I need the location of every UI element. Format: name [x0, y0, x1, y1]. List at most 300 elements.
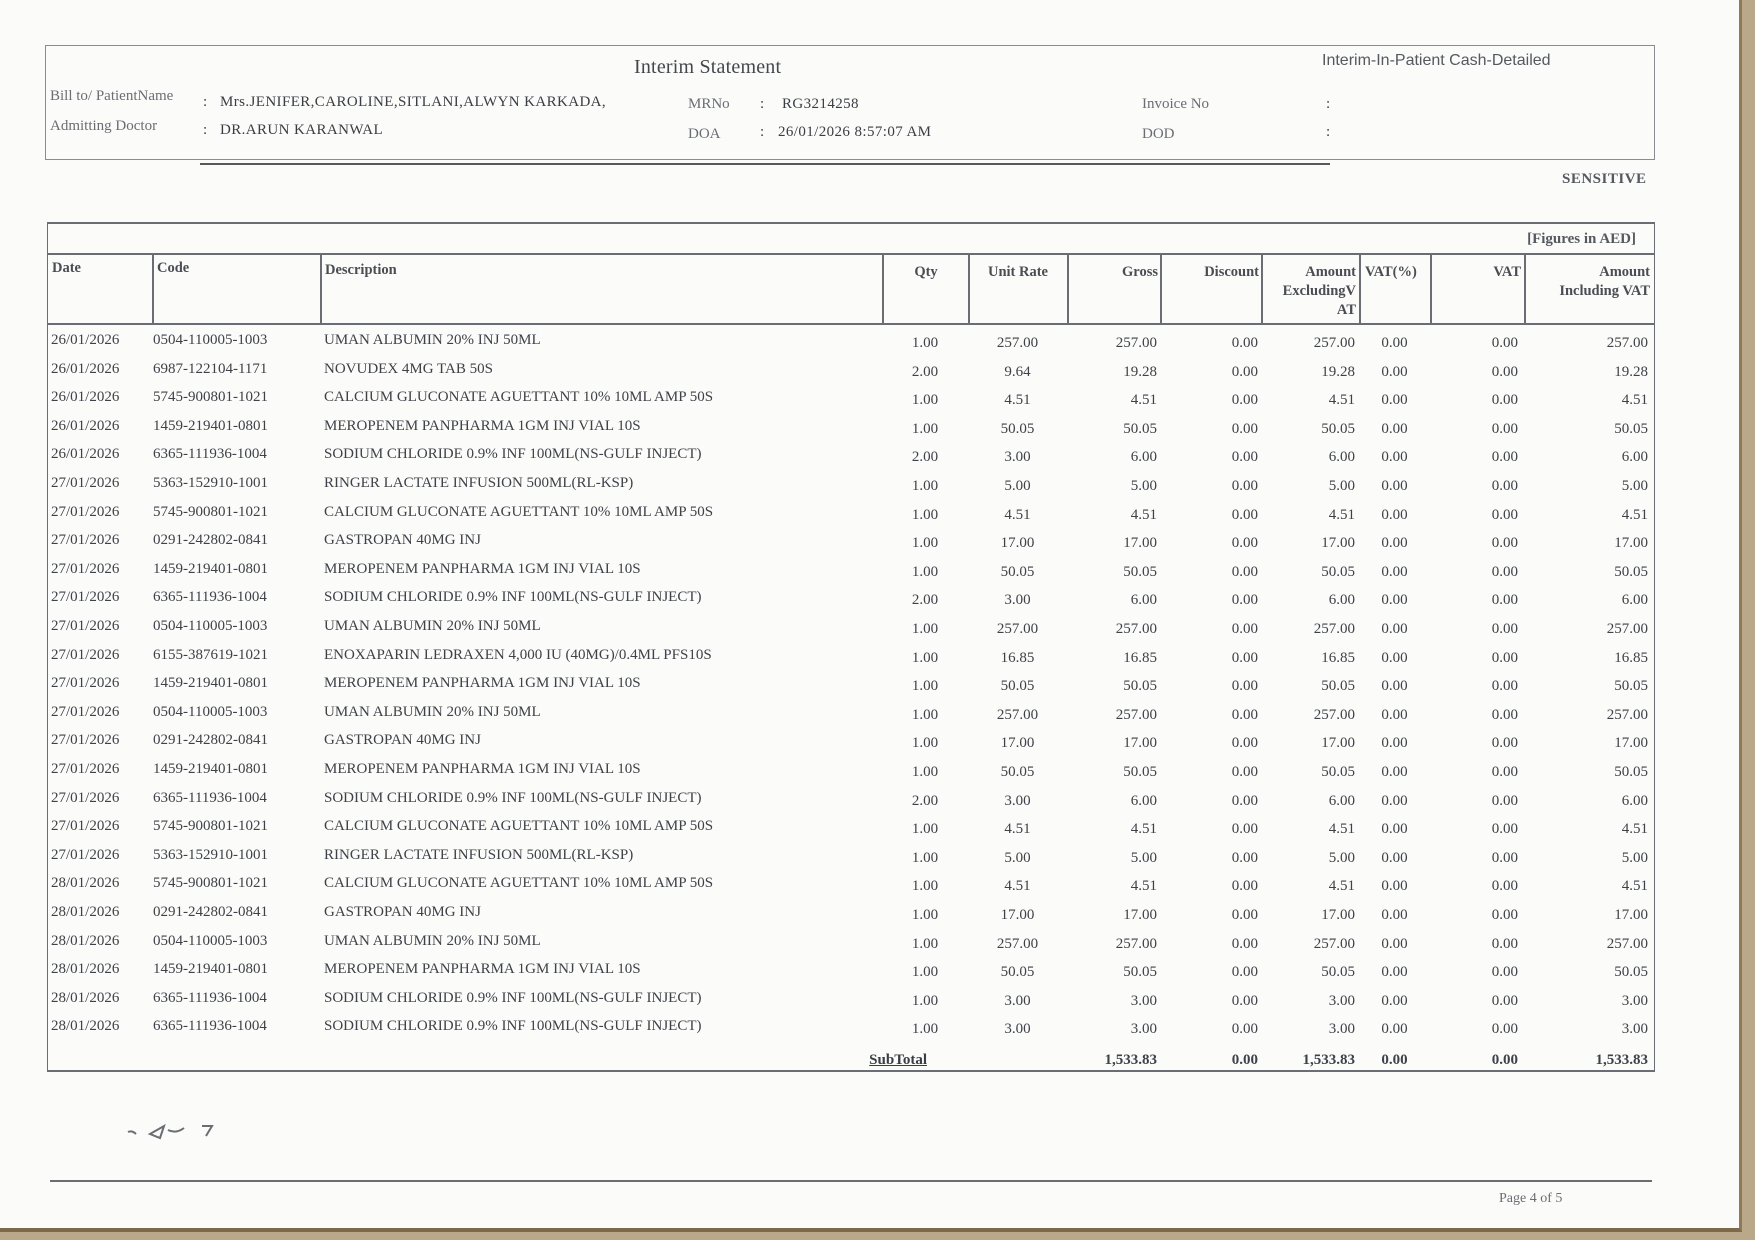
cell-code: 5745-900801-1021 — [153, 875, 268, 892]
cell-amount-excl: 257.00 — [1313, 935, 1355, 952]
cell-gross: 6.00 — [1130, 792, 1157, 809]
cell-discount: 0.00 — [1231, 935, 1258, 952]
admitting-doctor-colon: : — [203, 122, 208, 138]
cell-date: 28/01/2026 — [51, 1018, 120, 1035]
cell-amount-excl: 16.85 — [1321, 649, 1355, 666]
cell-qty: 1.00 — [911, 649, 939, 666]
table-row — [47, 702, 1655, 731]
cell-description: CALCIUM GLUCONATE AGUETTANT 10% 10ML AMP 50S — [324, 389, 714, 406]
cell-gross: 17.00 — [1123, 735, 1157, 752]
cell-gross: 6.00 — [1130, 449, 1157, 466]
cell-vat-pct: 0.00 — [1381, 878, 1408, 895]
cell-discount: 0.00 — [1231, 764, 1258, 780]
cell-unit-rate: 16.85 — [1000, 649, 1035, 666]
cell-description: SODIUM CHLORIDE 0.9% INF 100ML(NS-GULF INJECT) — [324, 446, 702, 463]
cell-qty: 2.00 — [911, 792, 939, 809]
subtotal-amount-incl: 1,533.83 — [1595, 1052, 1648, 1068]
cell-amount-incl: 4.51 — [1621, 821, 1648, 838]
page-number: Page 4 of 5 — [1499, 1191, 1563, 1206]
cell-vat: 0.00 — [1491, 392, 1518, 409]
cell-discount: 0.00 — [1231, 992, 1258, 1009]
cell-gross: 6.00 — [1130, 592, 1157, 609]
cell-discount: 0.00 — [1231, 907, 1258, 923]
cell-amount-incl: 16.85 — [1614, 649, 1648, 666]
cell-description: ENOXAPARIN LEDRAXEN 4,000 IU (40MG)/0.4ML PFS10S — [324, 646, 712, 663]
cell-date: 27/01/2026 — [51, 532, 120, 549]
cell-code: 0291-242802-0841 — [153, 532, 268, 549]
cell-gross: 5.00 — [1130, 478, 1157, 494]
table-row — [47, 530, 1655, 559]
cell-gross: 17.00 — [1123, 535, 1157, 552]
cell-description: UMAN ALBUMIN 20% INJ 50ML — [324, 618, 541, 634]
cell-qty: 1.00 — [911, 392, 939, 409]
cell-amount-excl: 6.00 — [1328, 792, 1355, 809]
cell-amount-incl: 19.28 — [1614, 363, 1648, 380]
cell-code: 5745-900801-1021 — [153, 389, 268, 406]
cell-gross: 4.51 — [1130, 392, 1157, 409]
cell-gross: 50.05 — [1123, 764, 1157, 780]
cell-qty: 1.00 — [911, 678, 939, 695]
cell-code: 0504-110005-1003 — [153, 932, 268, 949]
cell-amount-excl: 17.00 — [1321, 535, 1355, 552]
cell-vat: 0.00 — [1491, 907, 1518, 923]
table-row — [47, 845, 1655, 874]
cell-description: GASTROPAN 40MG INJ — [324, 732, 481, 749]
cell-vat-pct: 0.00 — [1381, 478, 1408, 494]
cell-amount-excl: 257.00 — [1313, 621, 1355, 637]
cell-unit-rate: 3.00 — [1004, 449, 1031, 466]
cell-code: 6365-111936-1004 — [153, 989, 267, 1006]
col-header-amount-excl-line3: AT — [1336, 302, 1356, 318]
cell-vat: 0.00 — [1491, 992, 1518, 1009]
cell-code: 6365-111936-1004 — [153, 789, 267, 806]
cell-amount-incl: 257.00 — [1606, 935, 1648, 952]
cell-amount-excl: 50.05 — [1321, 563, 1355, 580]
cell-qty: 2.00 — [911, 363, 939, 380]
cell-gross: 50.05 — [1123, 420, 1157, 437]
cell-vat: 0.00 — [1491, 821, 1518, 838]
cell-amount-excl: 6.00 — [1328, 449, 1355, 466]
cell-code: 1459-219401-0801 — [153, 417, 268, 434]
cell-unit-rate: 257.00 — [996, 706, 1039, 723]
cell-amount-excl: 3.00 — [1328, 992, 1355, 1009]
cell-amount-incl: 5.00 — [1621, 849, 1648, 866]
cell-code: 6365-111936-1004 — [153, 1018, 267, 1035]
cell-description: SODIUM CHLORIDE 0.9% INF 100ML(NS-GULF INJECT) — [324, 989, 702, 1006]
patient-name-label: Bill to/ PatientName — [50, 88, 174, 104]
cell-vat-pct: 0.00 — [1381, 335, 1408, 351]
col-header-amount-excl-line2: ExcludingV — [1282, 283, 1356, 299]
cell-vat-pct: 0.00 — [1381, 907, 1408, 923]
table-row — [47, 444, 1655, 473]
cell-discount: 0.00 — [1231, 1021, 1258, 1038]
table-row — [47, 473, 1655, 502]
cell-vat: 0.00 — [1491, 1021, 1518, 1038]
cell-vat: 0.00 — [1491, 764, 1518, 780]
cell-date: 27/01/2026 — [51, 703, 120, 720]
mrn-colon: : — [760, 96, 765, 112]
cell-unit-rate: 50.05 — [1000, 764, 1035, 780]
cell-amount-excl: 3.00 — [1328, 1021, 1355, 1038]
cell-date: 27/01/2026 — [51, 732, 120, 749]
cell-qty: 1.00 — [911, 935, 939, 952]
cell-qty: 1.00 — [911, 821, 939, 838]
cell-vat: 0.00 — [1491, 478, 1518, 494]
cell-amount-incl: 257.00 — [1606, 335, 1648, 351]
cell-description: RINGER LACTATE INFUSION 500ML(RL-KSP) — [324, 475, 634, 491]
doa-colon: : — [760, 124, 765, 140]
cell-qty: 1.00 — [911, 420, 939, 437]
col-divider — [152, 253, 154, 325]
col-header-amount-excl-line1: Amount — [1305, 264, 1356, 280]
header-divider — [200, 163, 1330, 165]
cell-amount-incl: 50.05 — [1614, 678, 1648, 695]
cell-date: 28/01/2026 — [51, 932, 120, 949]
cell-amount-incl: 17.00 — [1614, 907, 1648, 923]
sensitivity-label: SENSITIVE — [1562, 171, 1647, 187]
cell-gross: 17.00 — [1123, 907, 1157, 923]
invoice-no-colon: : — [1326, 96, 1331, 112]
cell-date: 27/01/2026 — [51, 503, 120, 520]
cell-discount: 0.00 — [1231, 420, 1258, 437]
cell-unit-rate: 4.51 — [1004, 821, 1031, 838]
cell-vat-pct: 0.00 — [1381, 678, 1408, 695]
cell-amount-incl: 4.51 — [1621, 878, 1648, 895]
cell-date: 28/01/2026 — [51, 904, 120, 920]
cell-qty: 2.00 — [911, 449, 939, 466]
table-row — [47, 416, 1655, 445]
cell-date: 28/01/2026 — [51, 875, 120, 892]
cell-qty: 1.00 — [911, 878, 939, 895]
doa-value: 26/01/2026 8:57:07 AM — [778, 124, 932, 140]
cell-amount-incl: 17.00 — [1614, 735, 1648, 752]
cell-date: 27/01/2026 — [51, 761, 120, 777]
col-header-amount-incl-line1: Amount — [1599, 264, 1650, 280]
cell-qty: 1.00 — [911, 849, 939, 866]
cell-gross: 50.05 — [1123, 678, 1157, 695]
cell-discount: 0.00 — [1231, 735, 1258, 752]
col-header-unit-rate: Unit Rate — [987, 264, 1048, 280]
cell-vat-pct: 0.00 — [1381, 964, 1408, 981]
cell-vat: 0.00 — [1491, 363, 1518, 380]
cell-date: 27/01/2026 — [51, 818, 120, 835]
cell-amount-incl: 50.05 — [1614, 764, 1648, 780]
cell-discount: 0.00 — [1231, 563, 1258, 580]
cell-vat: 0.00 — [1491, 535, 1518, 552]
cell-code: 5745-900801-1021 — [153, 818, 268, 835]
cell-description: UMAN ALBUMIN 20% INJ 50ML — [324, 703, 541, 720]
cell-qty: 1.00 — [911, 535, 939, 552]
patient-name-value: Mrs.JENIFER,CAROLINE,SITLANI,ALWYN KARKADA, — [220, 94, 607, 110]
cell-discount: 0.00 — [1231, 821, 1258, 838]
table-row — [47, 330, 1655, 359]
cell-amount-excl: 5.00 — [1328, 478, 1355, 494]
cell-discount: 0.00 — [1231, 678, 1258, 695]
cell-vat: 0.00 — [1491, 563, 1518, 580]
document-title: Interim Statement — [634, 56, 782, 78]
cell-qty: 1.00 — [911, 735, 939, 752]
cell-amount-excl: 4.51 — [1328, 392, 1355, 409]
table-row — [47, 1016, 1655, 1045]
cell-unit-rate: 5.00 — [1004, 849, 1031, 866]
cell-vat-pct: 0.00 — [1381, 420, 1408, 437]
cell-vat: 0.00 — [1491, 621, 1518, 637]
cell-amount-incl: 5.00 — [1621, 478, 1648, 494]
cell-date: 27/01/2026 — [51, 589, 120, 606]
cell-code: 6155-387619-1021 — [153, 646, 268, 663]
cell-description: CALCIUM GLUCONATE AGUETTANT 10% 10ML AMP 50S — [324, 503, 714, 520]
cell-vat-pct: 0.00 — [1381, 649, 1408, 666]
col-header-amount-including-vat — [1526, 263, 1650, 301]
cell-qty: 1.00 — [911, 563, 939, 580]
cell-description: CALCIUM GLUCONATE AGUETTANT 10% 10ML AMP 50S — [324, 818, 714, 835]
cell-vat-pct: 0.00 — [1381, 563, 1408, 580]
invoice-no-label: Invoice No — [1142, 96, 1210, 112]
cell-qty: 2.00 — [911, 592, 939, 609]
col-divider — [320, 253, 322, 325]
cell-discount: 0.00 — [1231, 878, 1258, 895]
subtotal-row — [47, 1050, 1655, 1079]
col-header-amount-incl-line2: Including VAT — [1559, 283, 1650, 299]
cell-amount-incl: 257.00 — [1606, 706, 1648, 723]
table-row — [47, 902, 1655, 931]
cell-gross: 5.00 — [1130, 849, 1157, 866]
cell-vat-pct: 0.00 — [1381, 706, 1408, 723]
cell-amount-excl: 19.28 — [1321, 363, 1355, 380]
cell-gross: 3.00 — [1130, 1021, 1157, 1038]
cell-description: MEROPENEM PANPHARMA 1GM INJ VIAL 10S — [324, 560, 641, 577]
cell-vat-pct: 0.00 — [1381, 992, 1408, 1009]
cell-vat: 0.00 — [1491, 335, 1518, 351]
cell-vat: 0.00 — [1491, 792, 1518, 809]
col-divider — [1359, 253, 1361, 325]
cell-code: 1459-219401-0801 — [153, 675, 268, 692]
cell-description: GASTROPAN 40MG INJ — [324, 532, 481, 549]
cell-vat: 0.00 — [1491, 649, 1518, 666]
cell-date: 28/01/2026 — [51, 989, 120, 1006]
cell-amount-excl: 4.51 — [1328, 821, 1355, 838]
report-type: Interim-In-Patient Cash-Detailed — [1322, 52, 1551, 69]
cell-discount: 0.00 — [1231, 535, 1258, 552]
cell-code: 0504-110005-1003 — [153, 332, 268, 348]
cell-qty: 1.00 — [911, 764, 939, 780]
cell-description: MEROPENEM PANPHARMA 1GM INJ VIAL 10S — [324, 417, 641, 434]
admitting-doctor-label: Admitting Doctor — [50, 118, 158, 134]
cell-qty: 1.00 — [911, 335, 939, 351]
patient-name-colon: : — [203, 94, 208, 110]
cell-unit-rate: 50.05 — [1000, 964, 1035, 981]
col-header-vat-percent: VAT(%) — [1365, 264, 1417, 280]
cell-unit-rate: 4.51 — [1004, 878, 1031, 895]
cell-code: 6365-111936-1004 — [153, 589, 267, 606]
cell-discount: 0.00 — [1231, 478, 1258, 494]
cell-qty: 1.00 — [911, 706, 939, 723]
cell-unit-rate: 9.64 — [1004, 363, 1031, 380]
cell-vat: 0.00 — [1491, 678, 1518, 695]
cell-amount-excl: 4.51 — [1328, 878, 1355, 895]
col-header-date: Date — [52, 260, 81, 276]
cell-amount-excl: 257.00 — [1313, 335, 1355, 351]
cell-date: 27/01/2026 — [51, 618, 120, 634]
cell-qty: 1.00 — [911, 478, 939, 494]
cell-unit-rate: 50.05 — [1000, 420, 1035, 437]
cell-vat-pct: 0.00 — [1381, 621, 1408, 637]
cell-unit-rate: 17.00 — [1000, 735, 1035, 752]
cell-date: 27/01/2026 — [51, 675, 120, 692]
cell-description: SODIUM CHLORIDE 0.9% INF 100ML(NS-GULF INJECT) — [324, 589, 702, 606]
col-header-code: Code — [157, 260, 190, 276]
col-header-qty: Qty — [914, 264, 938, 280]
cell-vat-pct: 0.00 — [1381, 592, 1408, 609]
cell-vat: 0.00 — [1491, 592, 1518, 609]
cell-amount-excl: 4.51 — [1328, 506, 1355, 523]
cell-description: NOVUDEX 4MG TAB 50S — [324, 360, 493, 377]
cell-vat-pct: 0.00 — [1381, 821, 1408, 838]
cell-discount: 0.00 — [1231, 849, 1258, 866]
cell-gross: 257.00 — [1115, 621, 1157, 637]
cell-unit-rate: 17.00 — [1000, 907, 1035, 923]
cell-vat-pct: 0.00 — [1381, 849, 1408, 866]
cell-amount-excl: 50.05 — [1321, 964, 1355, 981]
table-row — [47, 387, 1655, 416]
cell-code: 0291-242802-0841 — [153, 732, 268, 749]
cell-unit-rate: 4.51 — [1004, 506, 1031, 523]
cell-date: 26/01/2026 — [51, 417, 120, 434]
cell-discount: 0.00 — [1231, 506, 1258, 523]
cell-discount: 0.00 — [1231, 592, 1258, 609]
cell-unit-rate: 257.00 — [996, 335, 1039, 351]
cell-discount: 0.00 — [1231, 706, 1258, 723]
cell-vat: 0.00 — [1491, 735, 1518, 752]
cell-unit-rate: 3.00 — [1004, 992, 1031, 1009]
table-row — [47, 759, 1655, 788]
cell-gross: 50.05 — [1123, 964, 1157, 981]
cell-amount-excl: 50.05 — [1321, 678, 1355, 695]
subtotal-vat-percent: 0.00 — [1381, 1052, 1408, 1068]
cell-unit-rate: 5.00 — [1004, 478, 1031, 494]
cell-amount-incl: 17.00 — [1614, 535, 1648, 552]
col-header-gross: Gross — [1122, 264, 1158, 280]
table-row — [47, 645, 1655, 674]
cell-gross: 257.00 — [1115, 335, 1157, 351]
cell-amount-excl: 50.05 — [1321, 420, 1355, 437]
cell-description: UMAN ALBUMIN 20% INJ 50ML — [324, 332, 541, 348]
cell-gross: 4.51 — [1130, 878, 1157, 895]
table-row — [47, 359, 1655, 388]
doa-label: DOA — [688, 126, 721, 142]
cell-qty: 1.00 — [911, 907, 939, 923]
signature-mark — [120, 1118, 240, 1144]
cell-date: 27/01/2026 — [51, 560, 120, 577]
cell-code: 1459-219401-0801 — [153, 961, 268, 978]
col-header-description: Description — [325, 262, 397, 278]
cell-code: 1459-219401-0801 — [153, 761, 268, 777]
cell-unit-rate: 3.00 — [1004, 592, 1031, 609]
cell-amount-incl: 4.51 — [1621, 506, 1648, 523]
cell-vat-pct: 0.00 — [1381, 792, 1408, 809]
cell-code: 6987-122104-1171 — [153, 360, 268, 377]
table-row — [47, 673, 1655, 702]
cell-unit-rate: 3.00 — [1004, 1021, 1031, 1038]
cell-amount-incl: 3.00 — [1621, 992, 1648, 1009]
cell-unit-rate: 3.00 — [1004, 792, 1031, 809]
cell-vat: 0.00 — [1491, 706, 1518, 723]
cell-description: UMAN ALBUMIN 20% INJ 50ML — [324, 932, 541, 949]
cell-vat-pct: 0.00 — [1381, 506, 1408, 523]
cell-vat: 0.00 — [1491, 878, 1518, 895]
cell-discount: 0.00 — [1231, 621, 1258, 637]
cell-code: 0291-242802-0841 — [153, 904, 268, 920]
footer-divider — [50, 1180, 1652, 1182]
cell-amount-excl: 5.00 — [1328, 849, 1355, 866]
cell-unit-rate: 257.00 — [996, 935, 1039, 952]
cell-amount-excl: 257.00 — [1313, 706, 1355, 723]
cell-vat-pct: 0.00 — [1381, 535, 1408, 552]
dod-label: DOD — [1142, 126, 1175, 142]
col-header-amount-excluding-vat — [1262, 263, 1356, 320]
cell-vat: 0.00 — [1491, 506, 1518, 523]
cell-unit-rate: 50.05 — [1000, 563, 1035, 580]
cell-vat-pct: 0.00 — [1381, 449, 1408, 466]
cell-code: 0504-110005-1003 — [153, 703, 268, 720]
cell-code: 6365-111936-1004 — [153, 446, 267, 463]
cell-amount-incl: 50.05 — [1614, 420, 1648, 437]
cell-amount-incl: 6.00 — [1621, 792, 1648, 809]
cell-gross: 19.28 — [1123, 363, 1157, 380]
cell-date: 26/01/2026 — [51, 446, 120, 463]
mrn-label: MRNo — [688, 96, 730, 112]
table-row — [47, 931, 1655, 960]
cell-description: SODIUM CHLORIDE 0.9% INF 100ML(NS-GULF INJECT) — [324, 789, 702, 806]
cell-gross: 16.85 — [1123, 649, 1157, 666]
cell-code: 0504-110005-1003 — [153, 618, 268, 634]
table-row — [47, 788, 1655, 817]
cell-vat: 0.00 — [1491, 849, 1518, 866]
dod-colon: : — [1326, 124, 1331, 140]
cell-unit-rate: 50.05 — [1000, 678, 1035, 695]
table-row — [47, 587, 1655, 616]
cell-amount-excl: 17.00 — [1321, 735, 1355, 752]
subtotal-gross: 1,533.83 — [1104, 1052, 1157, 1068]
cell-amount-excl: 17.00 — [1321, 907, 1355, 923]
cell-date: 26/01/2026 — [51, 389, 120, 406]
col-header-vat: VAT — [1493, 264, 1521, 280]
table-row — [47, 730, 1655, 759]
cell-qty: 1.00 — [911, 621, 939, 637]
cell-vat-pct: 0.00 — [1381, 392, 1408, 409]
cell-qty: 1.00 — [911, 992, 939, 1009]
cell-amount-excl: 50.05 — [1321, 764, 1355, 780]
cell-vat: 0.00 — [1491, 449, 1518, 466]
cell-gross: 4.51 — [1130, 506, 1157, 523]
cell-description: MEROPENEM PANPHARMA 1GM INJ VIAL 10S — [324, 761, 641, 777]
table-row — [47, 816, 1655, 845]
mrn-value: RG3214258 — [782, 96, 859, 112]
cell-discount: 0.00 — [1231, 792, 1258, 809]
table-row — [47, 873, 1655, 902]
cell-code: 5745-900801-1021 — [153, 503, 268, 520]
table-row — [47, 502, 1655, 531]
cell-date: 27/01/2026 — [51, 846, 120, 863]
cell-gross: 257.00 — [1115, 935, 1157, 952]
cell-description: MEROPENEM PANPHARMA 1GM INJ VIAL 10S — [324, 675, 641, 692]
cell-date: 26/01/2026 — [51, 360, 120, 377]
cell-amount-incl: 6.00 — [1621, 449, 1648, 466]
cell-vat-pct: 0.00 — [1381, 735, 1408, 752]
cell-date: 27/01/2026 — [51, 646, 120, 663]
cell-vat-pct: 0.00 — [1381, 1021, 1408, 1038]
currency-note: [Figures in AED] — [1527, 231, 1636, 247]
